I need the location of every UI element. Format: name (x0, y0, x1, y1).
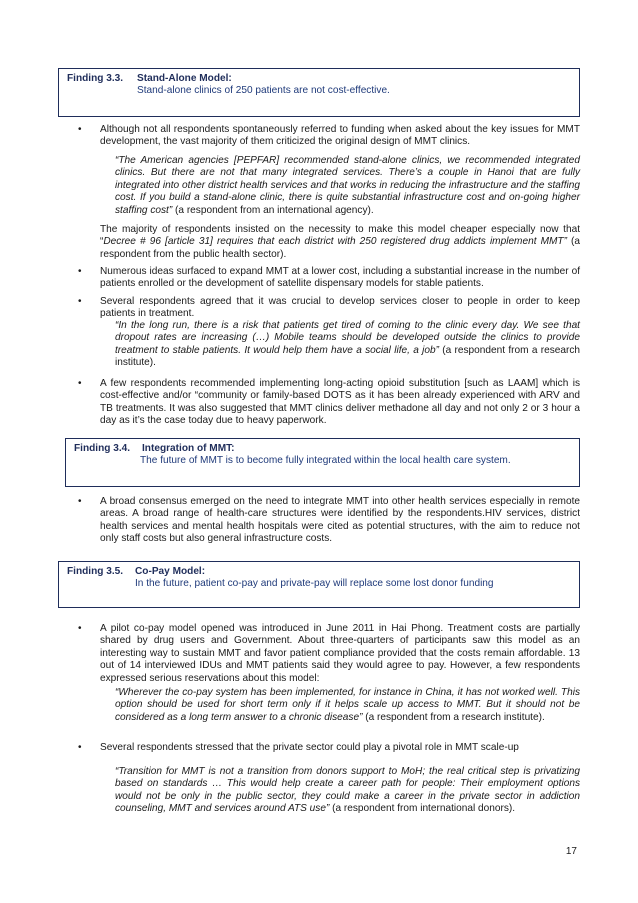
finding-label: Finding 3.3. (67, 73, 124, 84)
bullet-text: Several respondents stressed that the private sector could play a pivotal role in MMT scale-up (100, 742, 519, 753)
quote-block (115, 687, 580, 724)
quote-block (115, 155, 580, 217)
quote-block (115, 766, 580, 816)
finding-box-3-5 (58, 561, 580, 608)
paragraph-italic: Decree # 96 [article 31] requires that each district with 250 registered drug addicts implement MMT” (103, 236, 567, 248)
finding-title: Co-Pay Model: (135, 566, 206, 577)
finding-box-3-3 (58, 68, 580, 117)
quote-text: “Transition for MMT is not a transition from donors support to MoH; the real critical step is privatizing based on standards … This would help create a career path for people: Their employment options would not be only in the public sector, they could make a career in the private sector in addiction counseling, MMT and services around ATS use” (115, 766, 580, 815)
finding-box-3-4 (65, 438, 580, 487)
quote-text: “Wherever the co-pay system has been implemented, for instance in China, it has not worked well. This option should be used for short term only if it helps scale up access to MMT. But it should not be considered as a long term answer to a chronic disease” (115, 687, 580, 723)
finding-label: Finding 3.4. (74, 443, 131, 454)
list-item (60, 742, 580, 754)
finding-title: Stand-Alone Model: (137, 73, 232, 84)
finding-summary: The future of MMT is to become fully integrated within the local health care system. (140, 455, 511, 467)
quote-text: “In the long run, there is a risk that patients get tired of coming to the clinic every day. We see that dropout rates are increasing (…) Mobile teams should be developed outside the clinics to provide treatment to stable patients. It would help them have a social life, a job” (115, 320, 580, 356)
paragraph-text: The majority of respondents insisted on the necessity to make this model cheaper especially now that “ (100, 224, 580, 248)
quote-source: (a respondent from a research institute). (115, 344, 581, 369)
list-item (60, 266, 580, 291)
paragraph-source: (a respondent from the public health sector). (100, 236, 580, 260)
quote-source: (a respondent from a research institute). (362, 711, 545, 723)
quote-source: (a respondent from an international agency). (172, 204, 374, 216)
finding-heading (67, 566, 571, 578)
list-item (60, 623, 580, 685)
quote-source: (a respondent from international donors). (329, 803, 516, 815)
quote-block (115, 320, 580, 370)
bullet-text: Several respondents agreed that it was crucial to develop services closer to people in order to keep patients in treatment. (100, 296, 580, 320)
quote-text: “The American agencies [PEPFAR] recommended stand-alone clinics, we recommended integrated clinics. But there are not that many integrated services. There’s a couple in Hanoi that are fully integrated into other district health services and that works in reducing the infrastructure and the staffing cost. If you build a stand-alone clinic, there is quite substantial infrastructure cost and on-going higher staffing cost” (115, 155, 580, 216)
list-item (60, 296, 580, 321)
list-item (60, 124, 580, 149)
bullet-text: Although not all respondents spontaneously referred to funding when asked about the key issues for MMT development, the vast majority of them criticized the original design of MMT clinics. (100, 124, 580, 148)
finding-heading (67, 73, 571, 85)
finding-label: Finding 3.5. (67, 566, 124, 577)
finding-heading (74, 443, 571, 455)
bullet-text: A few respondents recommended implementing long-acting opioid substitution [such as LAAM] which is cost-effective and/or “community or family-based DOTS as it has been already experienced with ARV and TB treatments. It was also suggested that MMT clinics deliver methadone all day and not only 2 or 3 hour a day as it’s the case today due to heavy paperwork. (100, 378, 580, 427)
list-item (60, 378, 580, 428)
finding-summary: Stand-alone clinics of 250 patients are not cost-effective. (137, 85, 390, 97)
finding-summary: In the future, patient co-pay and private-pay will replace some lost donor funding (135, 578, 494, 590)
paragraph (100, 224, 580, 261)
bullet-text: A broad consensus emerged on the need to integrate MMT into other health services especially in remote areas. A broad range of health-care structures were identified by the respondents.HIV services, district health services and mental health hospitals were cited as potential structures, with the aim to reduce not only staff costs but also general infrastructure costs. (100, 496, 580, 545)
page-number: 17 (565, 846, 577, 857)
list-item (60, 496, 580, 546)
finding-title: Integration of MMT: (142, 443, 235, 454)
bullet-text: Numerous ideas surfaced to expand MMT at a lower cost, including a substantial increase in the number of patients enrolled or the development of satellite dispensary models for stable patients. (100, 266, 580, 290)
bullet-text: A pilot co-pay model opened was introduced in June 2011 in Hai Phong. Treatment costs are partially shared by drug users and Government. About three-quarters of participants saw this model as an interesting way to sustain MMT and favor patient compliance provided that the costs remain affordable. 13 out of 14 interviewed IDUs and MMT patients said they would agree to pay. However, a few respondents expressed serious reservations about this model: (100, 623, 580, 684)
